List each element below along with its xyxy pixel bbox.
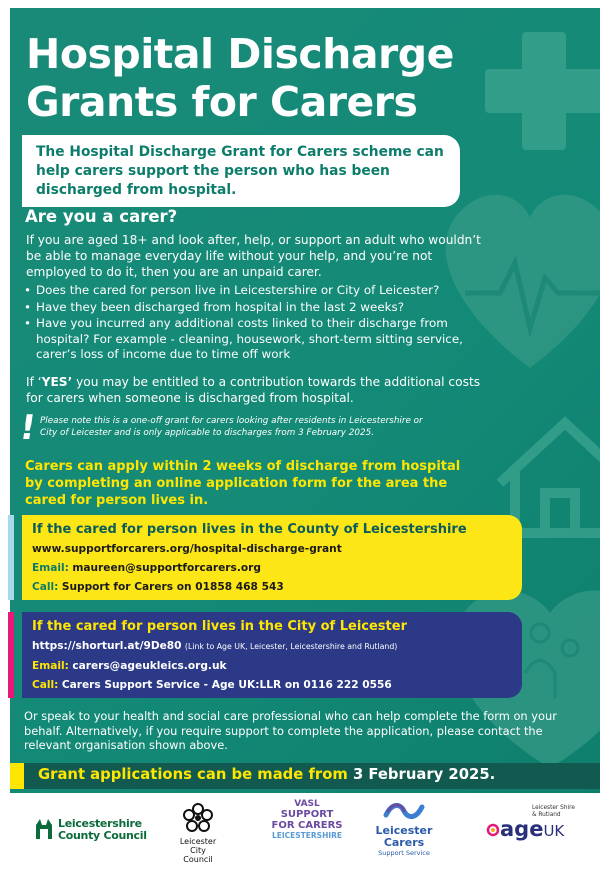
county-call-label: Call: (32, 581, 59, 593)
yes-paragraph (26, 374, 496, 406)
ageuk-main: age (500, 817, 544, 841)
city-url-note: (Link to Age UK, Leicester, Leicestershire and Rutland) (184, 642, 398, 651)
county-email-label: Email: (32, 562, 69, 574)
bottom-bar-label: Grant applications can be made from (38, 766, 353, 783)
leicester-carers-logo (368, 801, 440, 857)
grant-note: Please note this is a one-off grant for carers looking after residents in Leicestershire or City of Leicester and is only applicable to discharges from 3 February 2025. (40, 416, 423, 438)
apply-text: Carers can apply within 2 weeks of discharge from hospital by completing an online application form for the area the cared for person lives in. (25, 459, 461, 508)
county-heading: If the cared for person lives in the County of Leicestershire (32, 522, 467, 537)
list-item: • Have you incurred any additional costs linked to their discharge from hospital? For example - cleaning, housework, short-term sitting service, carer’s loss of income due to time off work (24, 316, 494, 363)
yes-prefix: If ‘ (26, 375, 42, 389)
county-url-line (32, 541, 522, 557)
list-item: • Have they been discharged from hospital in the last 2 weeks? (24, 300, 494, 316)
city-heading: If the cared for person lives in the City of Leicester (32, 619, 407, 634)
bottom-yellow-stripe (10, 763, 24, 789)
vasl-logo (262, 799, 352, 840)
city-email-link[interactable]: carers@ageukleics.org.uk (72, 660, 227, 672)
county-box (22, 515, 522, 600)
vasl-line2: FOR CARERS (271, 820, 343, 831)
title-line-2: Grants for Carers (26, 78, 418, 126)
city-email-line (32, 658, 522, 674)
yes-word: YES’ (41, 375, 73, 389)
vasl-line1: SUPPORT (280, 809, 334, 820)
carer-paragraph: If you are aged 18+ and look after, help, or support an adult who wouldn’t be able to manage everyday life without your help, and you’re not employed to do it, then you are an unpaid carer. (26, 233, 481, 279)
bottom-bar-date: 3 February 2025. (352, 766, 496, 783)
wave-icon (382, 801, 426, 821)
city-call-line (32, 677, 522, 693)
cinquefoil-icon (183, 803, 213, 833)
question-list (24, 283, 494, 364)
county-email-link[interactable]: maureen@supportforcarers.org (72, 562, 261, 574)
list-item: • Does the cared for person live in Leicestershire or City of Leicester? (24, 283, 494, 299)
county-stripe (8, 515, 14, 600)
bottom-bar (10, 763, 600, 789)
vasl-top: VASL (294, 799, 320, 809)
city-stripe (8, 612, 14, 698)
lcc-line1: Leicestershire (58, 817, 142, 830)
bottom-bar-text (38, 766, 495, 783)
ageuk-swirl-icon (486, 823, 500, 837)
age-uk-logo (486, 805, 578, 842)
exclamation-icon: ! (17, 408, 39, 448)
carer-heading: Are you a carer? (25, 207, 178, 226)
ageuk-line2: & Rutland (532, 811, 561, 818)
city-url-line (32, 638, 522, 655)
intro-card (22, 135, 460, 207)
intro-text: The Hospital Discharge Grant for Carers scheme can help carers support the person who has been discharged from hospital. (36, 144, 444, 198)
city-call-text: Carers Support Service - Age UK:LLR on 0116 222 0556 (61, 679, 392, 691)
city-url-link[interactable]: https://shorturl.at/9De80 (32, 640, 182, 652)
closing-text: Or speak to your health and social care professional who can help complete the form on your behalf. Alternatively, if you require support to complete the application, please contact the relevant organisation shown above. (24, 709, 557, 752)
yes-rest: you may be entitled to a contribution towards the additional costs for carers when someone is discharged from hospital. (26, 375, 481, 405)
leicester-city-council-logo (176, 803, 220, 864)
county-call-line (32, 579, 522, 595)
county-url-link[interactable]: www.supportforcarers.org/hospital-discharge-grant (32, 543, 342, 555)
ageuk-wordmark (486, 818, 578, 842)
ageuk-line1: Leicester Shire (532, 805, 575, 811)
logo-row (0, 795, 610, 871)
city-line1: Leicester (179, 837, 217, 846)
title-line-1: Hospital Discharge (26, 30, 454, 78)
ageuk-uk: UK (543, 822, 565, 840)
fox-icon (34, 817, 54, 841)
lcc-line2: County Council (58, 829, 147, 842)
lcar-line3: Support Service (378, 849, 430, 857)
county-email-line (32, 560, 522, 576)
city-call-label: Call: (32, 679, 59, 691)
vasl-line3: LEICESTERSHIRE (271, 831, 343, 840)
city-box (22, 612, 522, 698)
city-email-label: Email: (32, 660, 69, 672)
county-call-text: Support for Carers on 01858 468 543 (61, 581, 284, 593)
page-title (26, 30, 586, 126)
lcar-line1: Leicester (375, 824, 433, 837)
lcar-line2: Carers (383, 836, 425, 849)
city-line2: City Council (183, 846, 213, 864)
